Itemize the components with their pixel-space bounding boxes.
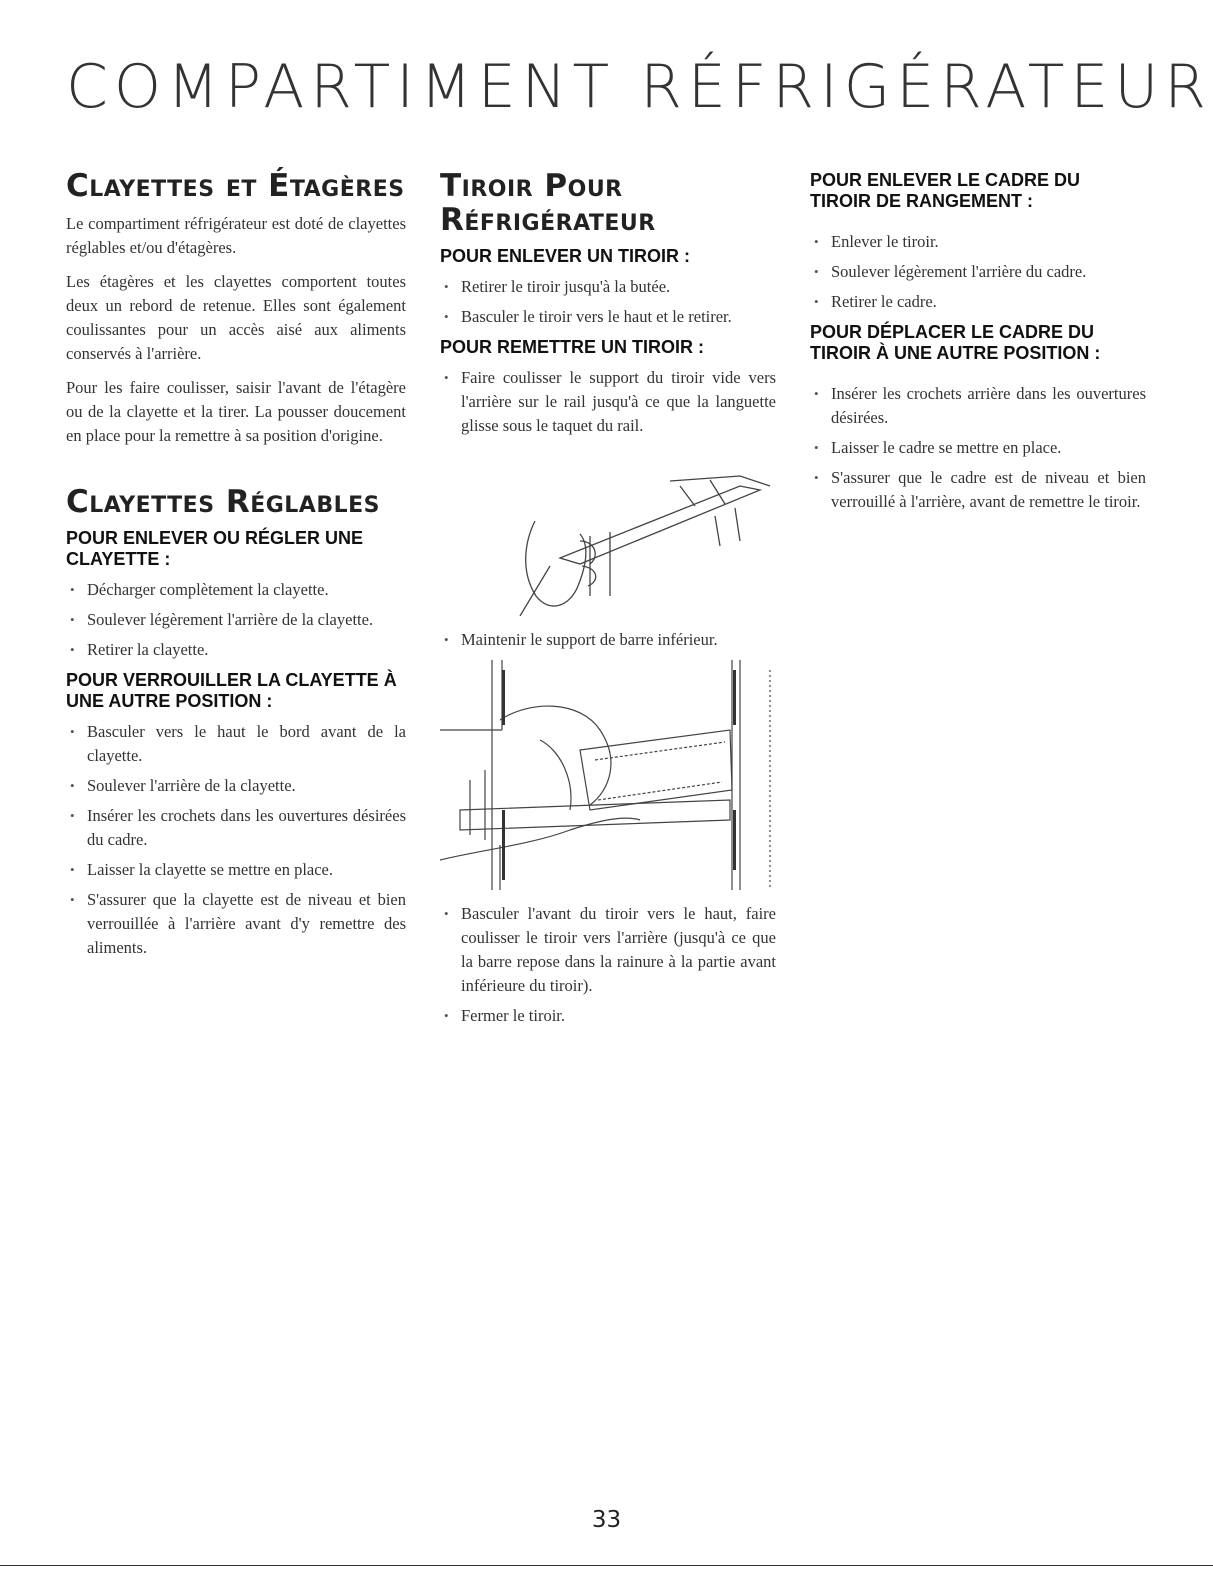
list-item: • Insérer les crochets arrière dans les ouvertures désirées. bbox=[810, 382, 1146, 430]
list-item: • Basculer l'avant du tiroir vers le haut, faire coulisser le tiroir vers l'arrière (jusqu'à ce que la barre repose dans la rainure à la partie avant inférieure du tiroir). bbox=[440, 902, 776, 998]
section-title-clayettes-reglables: Clayettes Réglables bbox=[66, 484, 380, 520]
list-item: • Soulever l'arrière de la clayette. bbox=[66, 774, 406, 798]
subheading: POUR DÉPLACER LE CADRE DU TIROIR À UNE AUTRE POSITION : bbox=[810, 322, 1101, 363]
paragraph: Pour les faire coulisser, saisir l'avant de l'étagère ou de la clayette et la tirer. La pousser doucement en place pour la remettre à sa position d'origine. bbox=[66, 378, 406, 445]
list-item: • S'assurer que le cadre est de niveau et bien verrouillé à l'arrière, avant de remettre le tiroir. bbox=[810, 466, 1146, 514]
paragraph: Le compartiment réfrigérateur est doté de clayettes réglables et/ou d'étagères. bbox=[66, 214, 406, 257]
column-middle bbox=[440, 170, 776, 1036]
page-title: COMPARTIMENT RÉFRIGÉRATEUR bbox=[66, 52, 1212, 122]
list-item: • Insérer les crochets dans les ouvertures désirées du cadre. bbox=[66, 804, 406, 852]
drawer-rail-illustration bbox=[440, 446, 776, 616]
drawer-bar-illustration bbox=[440, 660, 776, 890]
subheading: POUR REMETTRE UN TIROIR : bbox=[440, 337, 704, 357]
column-right bbox=[810, 170, 1146, 522]
list-item: • Décharger complètement la clayette. bbox=[66, 578, 406, 602]
bullet-list bbox=[810, 382, 1146, 514]
bullet-list bbox=[440, 902, 776, 1028]
list-item: • Soulever légèrement l'arrière de la clayette. bbox=[66, 608, 406, 632]
bullet-list bbox=[440, 628, 776, 652]
list-item: • Retirer le cadre. bbox=[810, 290, 1146, 314]
bullet-list bbox=[66, 578, 406, 662]
list-item: • S'assurer que la clayette est de niveau et bien verrouillée à l'arrière avant d'y remettre des aliments. bbox=[66, 888, 406, 960]
column-left bbox=[66, 170, 406, 968]
section-title-tiroir-line2: Réfrigérateur bbox=[440, 202, 656, 238]
page-number: 33 bbox=[591, 1507, 622, 1533]
section-title-clayettes-etageres: Clayettes et Étagères bbox=[66, 168, 405, 204]
subheading: POUR ENLEVER OU RÉGLER UNE CLAYETTE : bbox=[66, 528, 364, 569]
list-item: • Enlever le tiroir. bbox=[810, 230, 1146, 254]
list-item: • Faire coulisser le support du tiroir vide vers l'arrière sur le rail jusqu'à ce que la languette glisse sous le taquet du rail. bbox=[440, 366, 776, 438]
bullet-list bbox=[440, 275, 776, 329]
list-item: • Maintenir le support de barre inférieur. bbox=[440, 628, 776, 652]
list-item: • Laisser la clayette se mettre en place. bbox=[66, 858, 406, 882]
bullet-list bbox=[810, 230, 1146, 314]
list-item: • Soulever légèrement l'arrière du cadre. bbox=[810, 260, 1146, 284]
list-item: • Basculer le tiroir vers le haut et le retirer. bbox=[440, 305, 776, 329]
subheading: POUR VERROUILLER LA CLAYETTE À UNE AUTRE POSITION : bbox=[66, 670, 397, 711]
bottom-rule bbox=[0, 1565, 1213, 1566]
subheading: POUR ENLEVER UN TIROIR : bbox=[440, 246, 691, 266]
list-item: • Retirer la clayette. bbox=[66, 638, 406, 662]
subheading: POUR ENLEVER LE CADRE DU TIROIR DE RANGEMENT : bbox=[810, 170, 1081, 211]
list-item: • Retirer le tiroir jusqu'à la butée. bbox=[440, 275, 776, 299]
section-title-tiroir-line1: Tiroir Pour bbox=[440, 168, 623, 204]
list-item: • Laisser le cadre se mettre en place. bbox=[810, 436, 1146, 460]
bullet-list bbox=[66, 720, 406, 960]
list-item: • Basculer vers le haut le bord avant de la clayette. bbox=[66, 720, 406, 768]
paragraph: Les étagères et les clayettes comportent toutes deux un rebord de retenue. Elles sont également coulissantes pour un accès aisé aux aliments conservés à l'arrière. bbox=[66, 272, 406, 363]
bullet-list bbox=[440, 366, 776, 438]
list-item: • Fermer le tiroir. bbox=[440, 1004, 776, 1028]
